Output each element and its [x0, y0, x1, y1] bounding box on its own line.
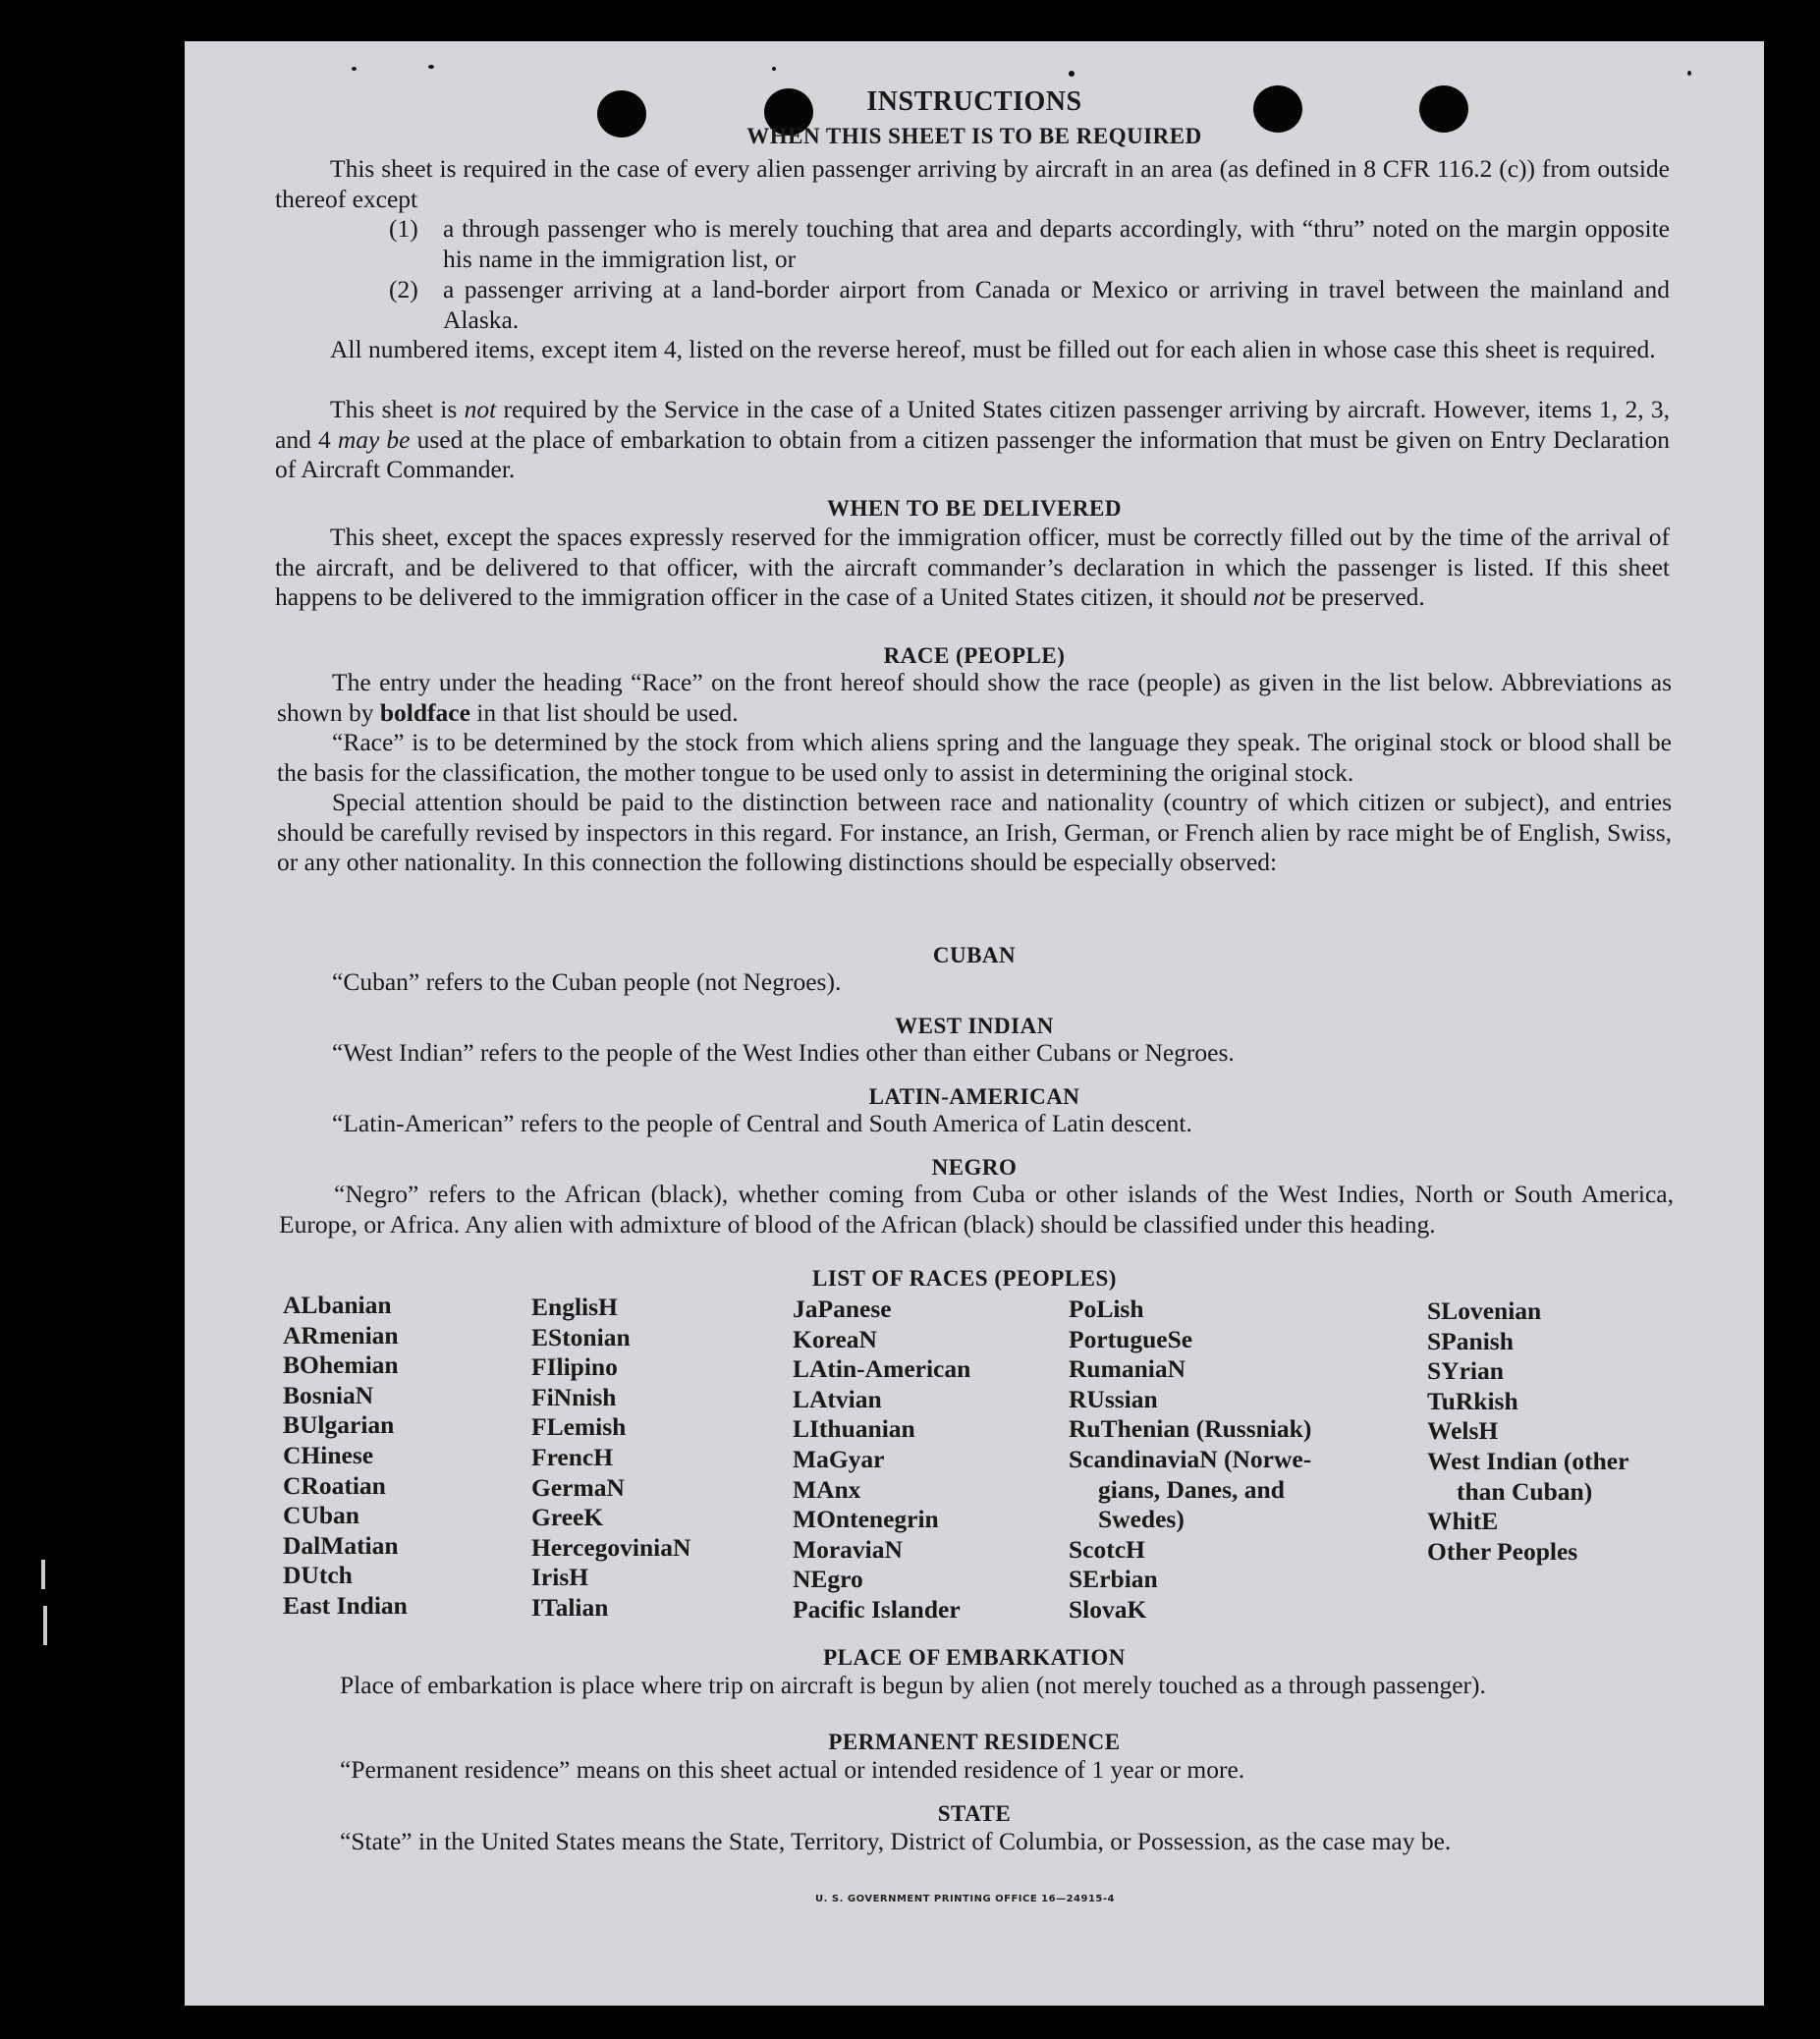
para-west-indian	[277, 1038, 1672, 1069]
race-entry: ARmenian	[283, 1320, 399, 1350]
text-latin-american: “Latin-American” refers to the people of Central and South America of Latin descent.	[332, 1109, 1192, 1137]
para-state	[285, 1827, 1680, 1857]
race-entry: DalMatian	[283, 1530, 399, 1560]
race-column-4	[1069, 1295, 1311, 1626]
race-entry: gians, Danes, and	[1098, 1474, 1285, 1504]
text-west-indian: “West Indian” refers to the people of the West Indies other than either Cubans or Negroes.	[332, 1038, 1235, 1067]
race-entry: MAnx	[793, 1474, 861, 1504]
race-entry: West Indian (other	[1427, 1446, 1629, 1475]
race-entry: BOhemian	[283, 1350, 399, 1380]
race-entry: FIlipino	[531, 1352, 618, 1382]
list-item-2	[389, 275, 1670, 336]
text-state: “State” in the United States means the State, Territory, District of Columbia, or Possession, as the case may be.	[340, 1827, 1452, 1855]
race-entry: LAtin-American	[793, 1354, 971, 1384]
item-number: (1)	[389, 214, 418, 243]
para-cuban	[277, 967, 1672, 998]
race-column-1	[283, 1291, 408, 1622]
text-numbered-items: All numbered items, except item 4, listed on the reverse hereof, must be filled out for each alien in whose case this sheet is required.	[330, 335, 1656, 363]
item-text: a passenger arriving at a land-border airport from Canada or Mexico or arriving in travel between the mainland and Alaska.	[443, 275, 1670, 334]
race-entry: TuRkish	[1427, 1386, 1518, 1415]
heading-race: RACE (PEOPLE)	[883, 643, 1066, 668]
speck	[352, 67, 357, 71]
text-race-3: Special attention should be paid to the distinction between race and nationality (country of which citizen or subject), and entries should be carefully revised by inspectors in this regard. For instance, an Irish, German, or French alien by race might be of English, Swiss, or any other nationality. In this connection the following distinctions should be especially observed:	[277, 788, 1672, 876]
race-entry: MOntenegrin	[793, 1505, 939, 1534]
heading-cuban: CUBAN	[932, 943, 1017, 967]
speck	[1069, 71, 1075, 77]
race-entry: JaPanese	[793, 1295, 892, 1323]
heading-when-required: WHEN THIS SHEET IS TO BE REQUIRED	[746, 124, 1202, 148]
para-latin-american	[277, 1109, 1672, 1139]
para-when-delivered	[275, 523, 1670, 613]
heading-residence: PERMANENT RESIDENCE	[828, 1730, 1121, 1754]
race-column-3	[793, 1295, 970, 1626]
race-entry: ScotcH	[1069, 1534, 1145, 1564]
form-sheet	[185, 41, 1764, 2006]
race-entry: SErbian	[1069, 1565, 1158, 1594]
heading-latin-american: LATIN-AMERICAN	[868, 1084, 1080, 1109]
race-entry: GermaN	[531, 1472, 625, 1502]
para-required-intro	[275, 154, 1670, 214]
edge-mark	[41, 1560, 45, 1589]
item-number: (2)	[389, 275, 418, 303]
para-negro	[279, 1180, 1674, 1240]
para-embarkation	[285, 1671, 1680, 1701]
race-column-5	[1427, 1296, 1628, 1567]
race-entry: ALbanian	[283, 1291, 392, 1319]
race-entry: IrisH	[531, 1563, 589, 1592]
race-entry: HercegoviniaN	[531, 1532, 691, 1562]
text-citizen: This sheet is not required by the Service in the case of a United States citizen passenger arriving by aircraft. However, items 1, 2, 3, and 4 may be used at the place of embarkation to obtain from a citizen passenger the information that must be given on Entry Declaration of Aircraft Commander.	[275, 395, 1671, 483]
heading-embarkation: PLACE OF EMBARKATION	[823, 1645, 1126, 1670]
speck	[428, 65, 434, 69]
race-entry: LIthuanian	[793, 1414, 915, 1444]
race-entry: RUssian	[1069, 1384, 1158, 1413]
text-when-delivered: This sheet, except the spaces expressly reserved for the immigration officer, must be correctly filled out by the time of the arrival of the aircraft, and be delivered to that officer, with the aircraft commander’s declaration in which the passenger is listed. If this sheet happens to be delivered to the immigration officer in the case of a United States citizen, it should not be preserved.	[275, 523, 1670, 611]
edge-mark	[43, 1606, 47, 1645]
item-text: a through passenger who is merely touching that area and departs accordingly, with “thru” noted on the margin opposite his name in the immigration list, or	[443, 214, 1670, 273]
race-entry: PoLish	[1069, 1295, 1144, 1323]
text-embarkation: Place of embarkation is place where trip on aircraft is begun by alien (not merely touched as a through passenger).	[340, 1671, 1486, 1699]
para-numbered-items	[275, 335, 1670, 365]
race-entry: SYrian	[1427, 1356, 1504, 1386]
race-entry: KoreaN	[793, 1324, 877, 1353]
race-entry: NEgro	[793, 1565, 863, 1594]
race-entry: Pacific Islander	[793, 1594, 961, 1624]
page-title: INSTRUCTIONS	[866, 86, 1082, 117]
speck	[772, 67, 776, 71]
race-entry: Swedes)	[1098, 1505, 1185, 1534]
race-entry: RumaniaN	[1069, 1354, 1186, 1384]
para-race	[277, 668, 1672, 878]
heading-state: STATE	[937, 1801, 1012, 1826]
race-entry: SlovaK	[1069, 1594, 1147, 1624]
race-entry: BosniaN	[283, 1380, 374, 1409]
race-entry: ScandinaviaN (Norwe-	[1069, 1444, 1312, 1473]
race-entry: LAtvian	[793, 1384, 882, 1413]
race-entry: EnglisH	[531, 1293, 618, 1321]
race-entry: Other Peoples	[1427, 1536, 1578, 1566]
race-entry: BUlgarian	[283, 1410, 395, 1440]
text-race-2: “Race” is to be determined by the stock from which aliens spring and the language they speak. The original stock or blood shall be the basis for the classification, the mother tongue to be used only to assist in determining the original stock.	[277, 728, 1672, 787]
race-entry: CUban	[283, 1501, 359, 1530]
race-entry: ITalian	[531, 1592, 609, 1622]
race-entry: SPanish	[1427, 1326, 1514, 1355]
race-entry: WelsH	[1427, 1416, 1499, 1446]
printer-imprint: U. S. GOVERNMENT PRINTING OFFICE 16—24915-4	[815, 1894, 1115, 1904]
race-entry: DUtch	[283, 1561, 353, 1590]
para-citizen	[275, 395, 1670, 485]
race-column-2	[531, 1293, 690, 1624]
speck	[1687, 71, 1691, 76]
race-entry: CHinese	[283, 1440, 374, 1469]
text-required-intro: This sheet is required in the case of every alien passenger arriving by aircraft in an area (as defined in 8 CFR 116.2 (c)) from outside thereof except	[275, 154, 1670, 213]
race-entry: PortugueSe	[1069, 1324, 1193, 1353]
text-residence: “Permanent residence” means on this sheet actual or intended residence of 1 year or more.	[340, 1755, 1245, 1784]
race-entry: than Cuban)	[1457, 1476, 1593, 1506]
race-entry: EStonian	[531, 1322, 631, 1351]
heading-west-indian: WEST INDIAN	[895, 1014, 1054, 1038]
race-entry: CRoatian	[283, 1470, 386, 1500]
race-entry: East Indian	[283, 1590, 408, 1620]
race-entry: SLovenian	[1427, 1296, 1542, 1325]
text-negro: “Negro” refers to the African (black), whether coming from Cuba or other islands of the West Indies, North or South America, Europe, or Africa. Any alien with admixture of blood of the African (black) should be classified under this heading.	[279, 1180, 1674, 1239]
list-item-1	[389, 214, 1670, 275]
text-race-1: The entry under the heading “Race” on the front hereof should show the race (people) as given in the list below. Abbreviations as shown by boldface in that list should be used.	[277, 668, 1672, 727]
race-entry: MoraviaN	[793, 1534, 903, 1564]
heading-list-of-races: LIST OF RACES (PEOPLES)	[812, 1266, 1117, 1291]
race-entry: MaGyar	[793, 1444, 885, 1473]
para-residence	[285, 1755, 1680, 1786]
heading-when-delivered: WHEN TO BE DELIVERED	[827, 496, 1122, 521]
race-entry: GreeK	[531, 1503, 604, 1532]
race-entry: RuThenian (Russniak)	[1069, 1414, 1312, 1444]
race-entry: FiNnish	[531, 1382, 617, 1411]
heading-negro: NEGRO	[931, 1155, 1018, 1180]
text-cuban: “Cuban” refers to the Cuban people (not Negroes).	[332, 967, 842, 996]
race-entry: FrencH	[531, 1442, 614, 1471]
race-entry: WhitE	[1427, 1507, 1499, 1536]
race-entry: FLemish	[531, 1412, 627, 1442]
